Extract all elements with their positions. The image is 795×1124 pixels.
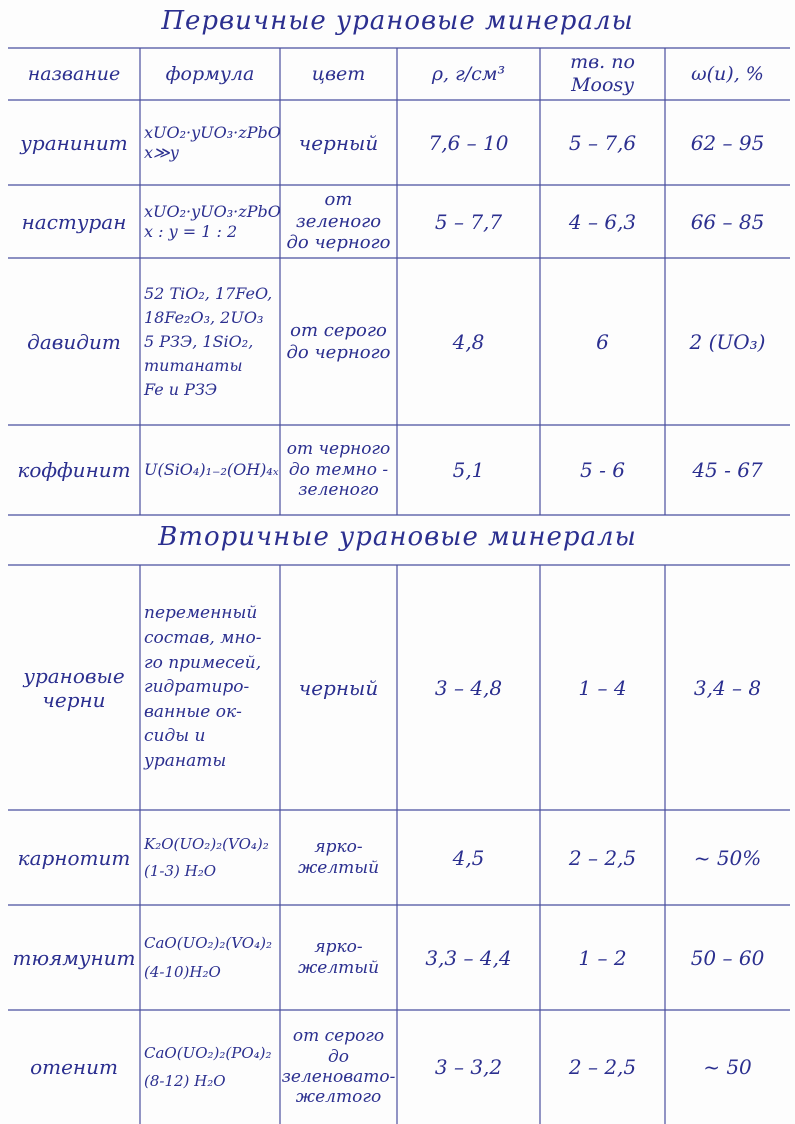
- table-cell-density: 4,5: [452, 845, 485, 870]
- table-cell-density: 3 – 3,2: [434, 1055, 503, 1079]
- table-cell-name: давидит: [27, 329, 121, 354]
- header-hardness: тв. по Moosy: [570, 51, 635, 96]
- table-cell-hardness: 4 – 6,3: [568, 209, 637, 234]
- table-cell-name: урановые черни: [23, 663, 125, 712]
- table-cell-density: 4,8: [452, 329, 485, 354]
- table-cell-hardness: 2 – 2,5: [568, 845, 637, 870]
- table-cell-formula: K₂O(UO₂)₂(VO₄)₂ (1-3) H₂O: [144, 834, 269, 880]
- table-cell-content: 3,4 – 8: [693, 675, 762, 700]
- header-color: цвет: [311, 62, 366, 85]
- table-cell-content: 62 – 95: [690, 130, 765, 155]
- table-cell-color: черный: [298, 130, 379, 155]
- table-cell-hardness: 1 – 4: [578, 675, 627, 700]
- table-cell-color: от зеленого до черного: [286, 189, 391, 254]
- table-cell-density: 5 – 7,7: [434, 209, 503, 234]
- secondary-minerals-title: Вторичные урановые минералы: [158, 522, 637, 552]
- table-cell-color: от серого до зеленовато- желтого: [281, 1026, 396, 1108]
- table-cell-formula: 52 TiO₂, 17FeO, 18Fe₂O₃, 2UO₃ 5 РЗЭ, 1SiO₂, титанаты Fe и РЗЭ: [144, 283, 273, 399]
- table-cell-name: тюямунит: [12, 945, 136, 970]
- table-cell-content: 2 (UO₃): [689, 329, 766, 354]
- header-content: ω(u), %: [691, 62, 764, 85]
- table-cell-content: 66 – 85: [690, 209, 765, 234]
- table-cell-content: 45 - 67: [692, 458, 763, 482]
- table-cell-hardness: 5 - 6: [580, 458, 625, 482]
- table-cell-content: 50 – 60: [690, 945, 765, 970]
- table-cell-color: от серого до черного: [286, 319, 391, 363]
- header-name: название: [27, 62, 121, 85]
- table-cell-hardness: 2 – 2,5: [568, 1055, 637, 1079]
- primary-minerals-title: Первичные урановые минералы: [161, 6, 634, 36]
- table-cell-density: 3 – 4,8: [434, 675, 503, 700]
- table-cell-name: настуран: [21, 209, 127, 234]
- table-cell-formula: переменный состав, мно- го примесей, гидратиро- ванные ок- сиды и уранаты: [144, 603, 262, 772]
- table-cell-color: ярко-желтый: [297, 837, 380, 878]
- table-cell-color: черный: [298, 675, 379, 700]
- table-cell-density: 3,3 – 4,4: [425, 945, 512, 970]
- table-cell-name: уранинит: [20, 130, 128, 155]
- table-cell-density: 7,6 – 10: [428, 130, 509, 155]
- table-cell-name: отенит: [30, 1055, 118, 1079]
- table-cell-formula: CaO(UO₂)₂(PO₄)₂ (8-12) H₂O: [144, 1043, 272, 1090]
- table-cell-hardness: 1 – 2: [578, 945, 627, 970]
- table-cell-name: карнотит: [17, 845, 131, 870]
- header-formula: формула: [165, 62, 255, 85]
- table-cell-name: коффинит: [17, 458, 131, 482]
- table-cell-formula: CaO(UO₂)₂(VO₄)₂ (4-10)H₂O: [144, 934, 272, 981]
- table-cell-hardness: 5 – 7,6: [568, 130, 637, 155]
- table-cell-hardness: 6: [596, 329, 609, 354]
- table-cell-formula: xUO₂·yUO₃·zPbO x≫y: [144, 123, 281, 162]
- table-cell-formula: xUO₂·yUO₃·zPbO x : y = 1 : 2: [144, 202, 281, 241]
- table-cell-color: ярко-желтый: [297, 937, 380, 978]
- header-density: ρ, г/см³: [431, 62, 506, 85]
- table-cell-content: ~ 50: [703, 1055, 752, 1079]
- table-cell-content: ~ 50%: [693, 845, 762, 870]
- table-cell-density: 5,1: [452, 458, 485, 482]
- table-cell-color: от черного до темно - зеленого: [286, 439, 391, 501]
- table-cell-formula: U(SiO₄)₁₋₂(OH)₄ₓ: [144, 460, 279, 480]
